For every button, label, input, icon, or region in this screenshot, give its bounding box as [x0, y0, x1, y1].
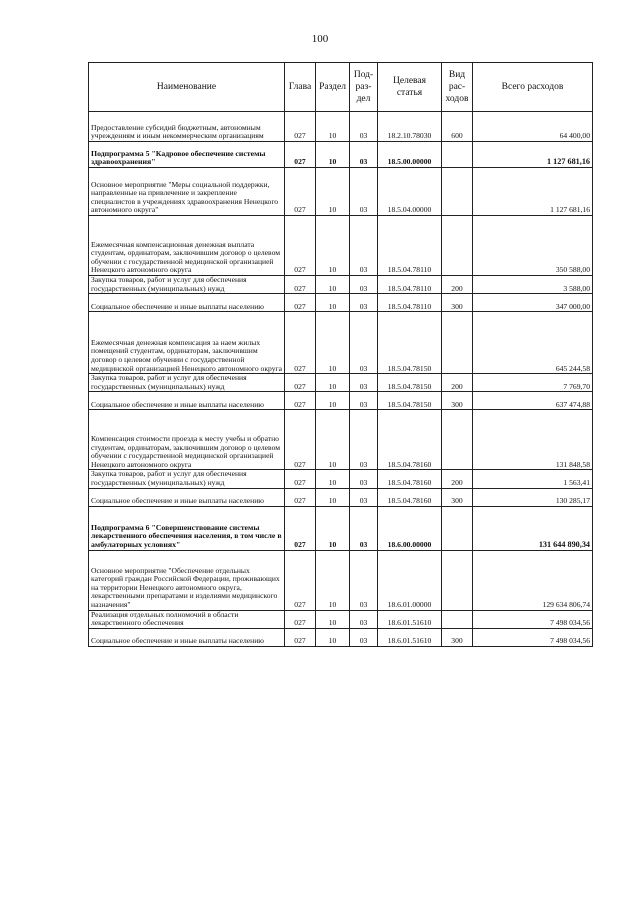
- row-target-cell: 18.5.04.78150: [378, 312, 442, 374]
- row-exp-type-cell: 200: [442, 470, 473, 488]
- row-name-cell: Закупка товаров, работ и услуг для обеспечения государственных (муниципальных) нужд: [89, 374, 285, 392]
- col-header-exp-type: Вид рас- ходов: [442, 63, 473, 112]
- row-subsection-cell: 03: [350, 628, 378, 646]
- col-header-chapter: Глава: [285, 63, 316, 112]
- row-subsection-cell: 03: [350, 276, 378, 294]
- row-section-cell: 10: [316, 312, 350, 374]
- row-chapter-cell: 027: [285, 374, 316, 392]
- row-subsection-cell: 03: [350, 410, 378, 470]
- row-chapter-cell: 027: [285, 410, 316, 470]
- row-name-cell: Реализация отдельных полномочий в области лекарственного обеспечения: [89, 610, 285, 628]
- row-subsection-cell: 03: [350, 142, 378, 168]
- table-row: [89, 168, 593, 216]
- row-target-cell: 18.5.04.78160: [378, 410, 442, 470]
- row-total-cell: 7 498 034,56: [473, 610, 593, 628]
- page-number: 100: [311, 33, 329, 45]
- row-exp-type-cell: 300: [442, 294, 473, 312]
- row-name-cell: Социальное обеспечение и иные выплаты населению: [89, 294, 285, 312]
- row-exp-type-cell: 300: [442, 392, 473, 410]
- row-name-cell: Ежемесячная компенсационная денежная выплата студентам, ординаторам, заключившим договор о целевом обучении с государственной медицинской организацией Ненецкого автономного округа: [89, 216, 285, 276]
- row-chapter-cell: 027: [285, 506, 316, 550]
- row-exp-type-cell: 300: [442, 628, 473, 646]
- col-header-section: Раздел: [316, 63, 350, 112]
- row-section-cell: 10: [316, 610, 350, 628]
- table-row: [89, 392, 593, 410]
- table-row: [89, 276, 593, 294]
- row-target-cell: 18.6.01.00000: [378, 550, 442, 610]
- table-row: [89, 610, 593, 628]
- row-name-cell: Социальное обеспечение и иные выплаты населению: [89, 392, 285, 410]
- row-chapter-cell: 027: [285, 142, 316, 168]
- row-subsection-cell: 03: [350, 470, 378, 488]
- row-target-cell: 18.5.04.78160: [378, 470, 442, 488]
- row-name-cell: Социальное обеспечение и иные выплаты населению: [89, 488, 285, 506]
- row-name-cell: Закупка товаров, работ и услуг для обеспечения государственных (муниципальных) нужд: [89, 276, 285, 294]
- row-chapter-cell: 027: [285, 276, 316, 294]
- table-row: [89, 506, 593, 550]
- row-target-cell: 18.5.04.00000: [378, 168, 442, 216]
- row-section-cell: 10: [316, 628, 350, 646]
- row-chapter-cell: 027: [285, 628, 316, 646]
- row-subsection-cell: 03: [350, 294, 378, 312]
- row-name-cell: Компенсация стоимости проезда к месту учебы и обратно студентам, ординаторам, заключившим договор о целевом обучении с государственной медицинской организацией Ненецкого автономного округа: [89, 410, 285, 470]
- row-name-cell: Подпрограмма 5 "Кадровое обеспечение системы здравоохранения": [89, 142, 285, 168]
- row-total-cell: 131 848,58: [473, 410, 593, 470]
- row-chapter-cell: 027: [285, 216, 316, 276]
- row-target-cell: 18.5.00.00000: [378, 142, 442, 168]
- row-chapter-cell: 027: [285, 470, 316, 488]
- row-total-cell: 637 474,88: [473, 392, 593, 410]
- row-chapter-cell: 027: [285, 610, 316, 628]
- col-header-name: Наименование: [89, 63, 285, 112]
- table-row: [89, 550, 593, 610]
- row-subsection-cell: 03: [350, 216, 378, 276]
- row-total-cell: 131 644 890,34: [473, 506, 593, 550]
- row-section-cell: 10: [316, 550, 350, 610]
- row-total-cell: 1 127 681,16: [473, 142, 593, 168]
- row-target-cell: 18.5.04.78110: [378, 276, 442, 294]
- row-chapter-cell: 027: [285, 168, 316, 216]
- row-exp-type-cell: [442, 610, 473, 628]
- row-subsection-cell: 03: [350, 312, 378, 374]
- row-total-cell: 130 285,17: [473, 488, 593, 506]
- row-section-cell: 10: [316, 488, 350, 506]
- table-row: [89, 112, 593, 142]
- row-total-cell: 347 000,00: [473, 294, 593, 312]
- row-subsection-cell: 03: [350, 112, 378, 142]
- row-target-cell: 18.2.10.78030: [378, 112, 442, 142]
- row-section-cell: 10: [316, 374, 350, 392]
- row-section-cell: 10: [316, 392, 350, 410]
- row-exp-type-cell: [442, 506, 473, 550]
- col-header-total: Всего расходов: [473, 63, 593, 112]
- row-exp-type-cell: [442, 216, 473, 276]
- row-exp-type-cell: 600: [442, 112, 473, 142]
- row-chapter-cell: 027: [285, 392, 316, 410]
- budget-table: [88, 62, 593, 647]
- row-total-cell: 1 127 681,16: [473, 168, 593, 216]
- row-total-cell: 129 634 806,74: [473, 550, 593, 610]
- row-total-cell: 350 588,00: [473, 216, 593, 276]
- row-chapter-cell: 027: [285, 294, 316, 312]
- row-name-cell: Основное мероприятие "Обеспечение отдельных категорий граждан Российской Федерации, проживающих на территории Ненецкого автономного округа, лекарственными препаратами и изделиями медицинского назначения": [89, 550, 285, 610]
- row-target-cell: 18.5.04.78110: [378, 216, 442, 276]
- row-exp-type-cell: 200: [442, 374, 473, 392]
- row-section-cell: 10: [316, 276, 350, 294]
- table-row: [89, 216, 593, 276]
- table-body: [89, 112, 593, 647]
- row-name-cell: Закупка товаров, работ и услуг для обеспечения государственных (муниципальных) нужд: [89, 470, 285, 488]
- row-exp-type-cell: [442, 410, 473, 470]
- table-row: [89, 410, 593, 470]
- row-target-cell: 18.5.04.78160: [378, 488, 442, 506]
- table-row: [89, 142, 593, 168]
- row-section-cell: 10: [316, 506, 350, 550]
- row-chapter-cell: 027: [285, 112, 316, 142]
- row-subsection-cell: 03: [350, 610, 378, 628]
- table-row: [89, 470, 593, 488]
- row-target-cell: 18.6.01.51610: [378, 610, 442, 628]
- row-name-cell: Социальное обеспечение и иные выплаты населению: [89, 628, 285, 646]
- row-section-cell: 10: [316, 470, 350, 488]
- row-total-cell: 7 498 034,56: [473, 628, 593, 646]
- row-name-cell: Подпрограмма 6 "Совершенствование системы лекарственного обеспечения населения, в том числе в амбулаторных условиях": [89, 506, 285, 550]
- row-section-cell: 10: [316, 294, 350, 312]
- row-total-cell: 1 563,41: [473, 470, 593, 488]
- row-chapter-cell: 027: [285, 312, 316, 374]
- row-target-cell: 18.5.04.78110: [378, 294, 442, 312]
- row-section-cell: 10: [316, 216, 350, 276]
- table-header-row: [89, 63, 593, 112]
- row-exp-type-cell: [442, 312, 473, 374]
- row-exp-type-cell: [442, 142, 473, 168]
- table-row: [89, 312, 593, 374]
- row-exp-type-cell: 300: [442, 488, 473, 506]
- table-row: [89, 374, 593, 392]
- row-chapter-cell: 027: [285, 488, 316, 506]
- col-header-subsection: Под- раз- дел: [350, 63, 378, 112]
- row-total-cell: 64 400,00: [473, 112, 593, 142]
- row-subsection-cell: 03: [350, 374, 378, 392]
- table-row: [89, 488, 593, 506]
- row-subsection-cell: 03: [350, 488, 378, 506]
- row-name-cell: Предоставление субсидий бюджетным, автономным учреждениям и иным некоммерческим организациям: [89, 112, 285, 142]
- row-subsection-cell: 03: [350, 392, 378, 410]
- row-exp-type-cell: [442, 550, 473, 610]
- row-total-cell: 7 769,70: [473, 374, 593, 392]
- row-subsection-cell: 03: [350, 506, 378, 550]
- row-total-cell: 3 588,00: [473, 276, 593, 294]
- table-row: [89, 628, 593, 646]
- row-section-cell: 10: [316, 112, 350, 142]
- row-section-cell: 10: [316, 410, 350, 470]
- row-target-cell: 18.5.04.78150: [378, 392, 442, 410]
- col-header-target: Целевая статья: [378, 63, 442, 112]
- row-target-cell: 18.5.04.78150: [378, 374, 442, 392]
- row-section-cell: 10: [316, 168, 350, 216]
- row-name-cell: Основное мероприятие "Меры социальной поддержки, направленные на привлечение и закрепление специалистов в учреждениях здравоохранения Ненецкого автономного округа": [89, 168, 285, 216]
- row-name-cell: Ежемесячная денежная компенсация за наем жилых помещений студентам, ординаторам, заключившим договор о целевом обучении с государственной медицинской организацией Ненецкого автономного округа: [89, 312, 285, 374]
- row-section-cell: 10: [316, 142, 350, 168]
- row-subsection-cell: 03: [350, 168, 378, 216]
- row-exp-type-cell: [442, 168, 473, 216]
- row-chapter-cell: 027: [285, 550, 316, 610]
- row-target-cell: 18.6.00.00000: [378, 506, 442, 550]
- table-row: [89, 294, 593, 312]
- row-exp-type-cell: 200: [442, 276, 473, 294]
- row-target-cell: 18.6.01.51610: [378, 628, 442, 646]
- row-total-cell: 645 244,58: [473, 312, 593, 374]
- row-subsection-cell: 03: [350, 550, 378, 610]
